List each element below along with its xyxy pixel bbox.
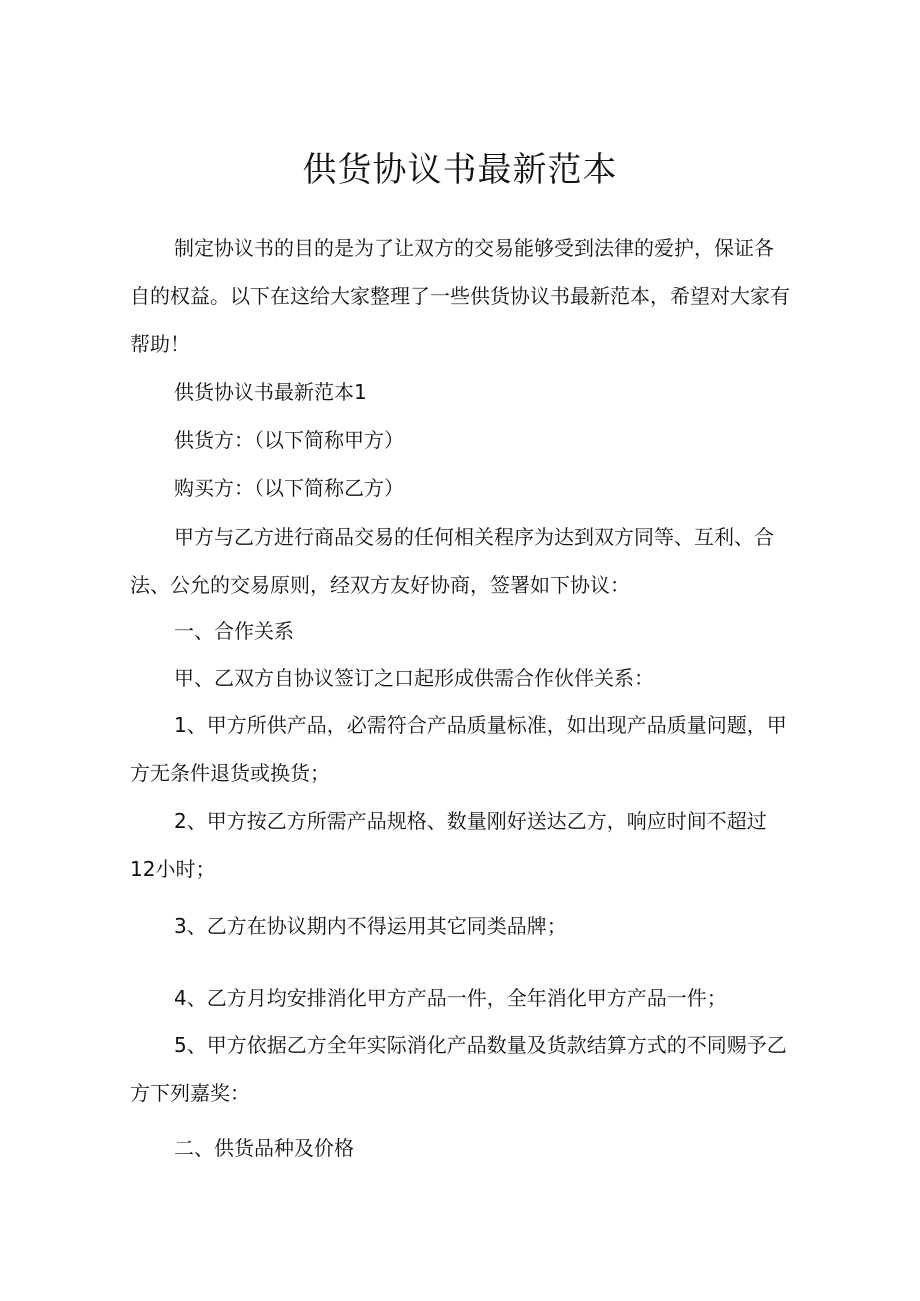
paragraph-intro: 制定协议书的目的是为了让双方的交易能够受到法律的爱护，保证各自的权益。以下在这给大家整理了一些供货协议书最新范本，希望对大家有帮助！ bbox=[130, 236, 790, 356]
paragraph-principle: 甲方与乙方进行商品交易的任何相关程序为达到双方同等、互利、合法、公允的交易原则，经双方友好协商，签署如下协议： bbox=[130, 525, 774, 597]
section-heading-1: 一、合作关系 bbox=[174, 619, 294, 643]
list-item-4: 4、乙方月均安排消化甲方产品一件，全年消化甲方产品一件； bbox=[174, 986, 727, 1010]
paragraph-relation: 甲、乙双方自协议签订之口起形成供需合作伙伴关系： bbox=[174, 666, 654, 690]
paragraph-supplier: 供货方：（以下简称甲方） bbox=[174, 428, 404, 452]
list-item-1: 1、甲方所供产品，必需符合产品质量标准，如出现产品质量问题，甲方无条件退货或换货； bbox=[130, 713, 787, 785]
document-title: 供货协议书最新范本 bbox=[302, 150, 618, 190]
paragraph-buyer: 购买方：（以下简称乙方） bbox=[174, 476, 404, 500]
list-item-2: 2、甲方按乙方所需产品规格、数量刚好送达乙方，响应时间不超过12小时； bbox=[130, 809, 767, 881]
section-heading-2: 二、供货品种及价格 bbox=[174, 1136, 354, 1160]
list-item-5: 5、甲方依据乙方全年实际消化产品数量及货款结算方式的不同赐予乙方下列嘉奖： bbox=[130, 1033, 787, 1105]
list-item-3: 3、乙方在协议期内不得运用其它同类品牌； bbox=[174, 914, 567, 938]
paragraph-sample-heading: 供货协议书最新范本1 bbox=[174, 380, 367, 404]
